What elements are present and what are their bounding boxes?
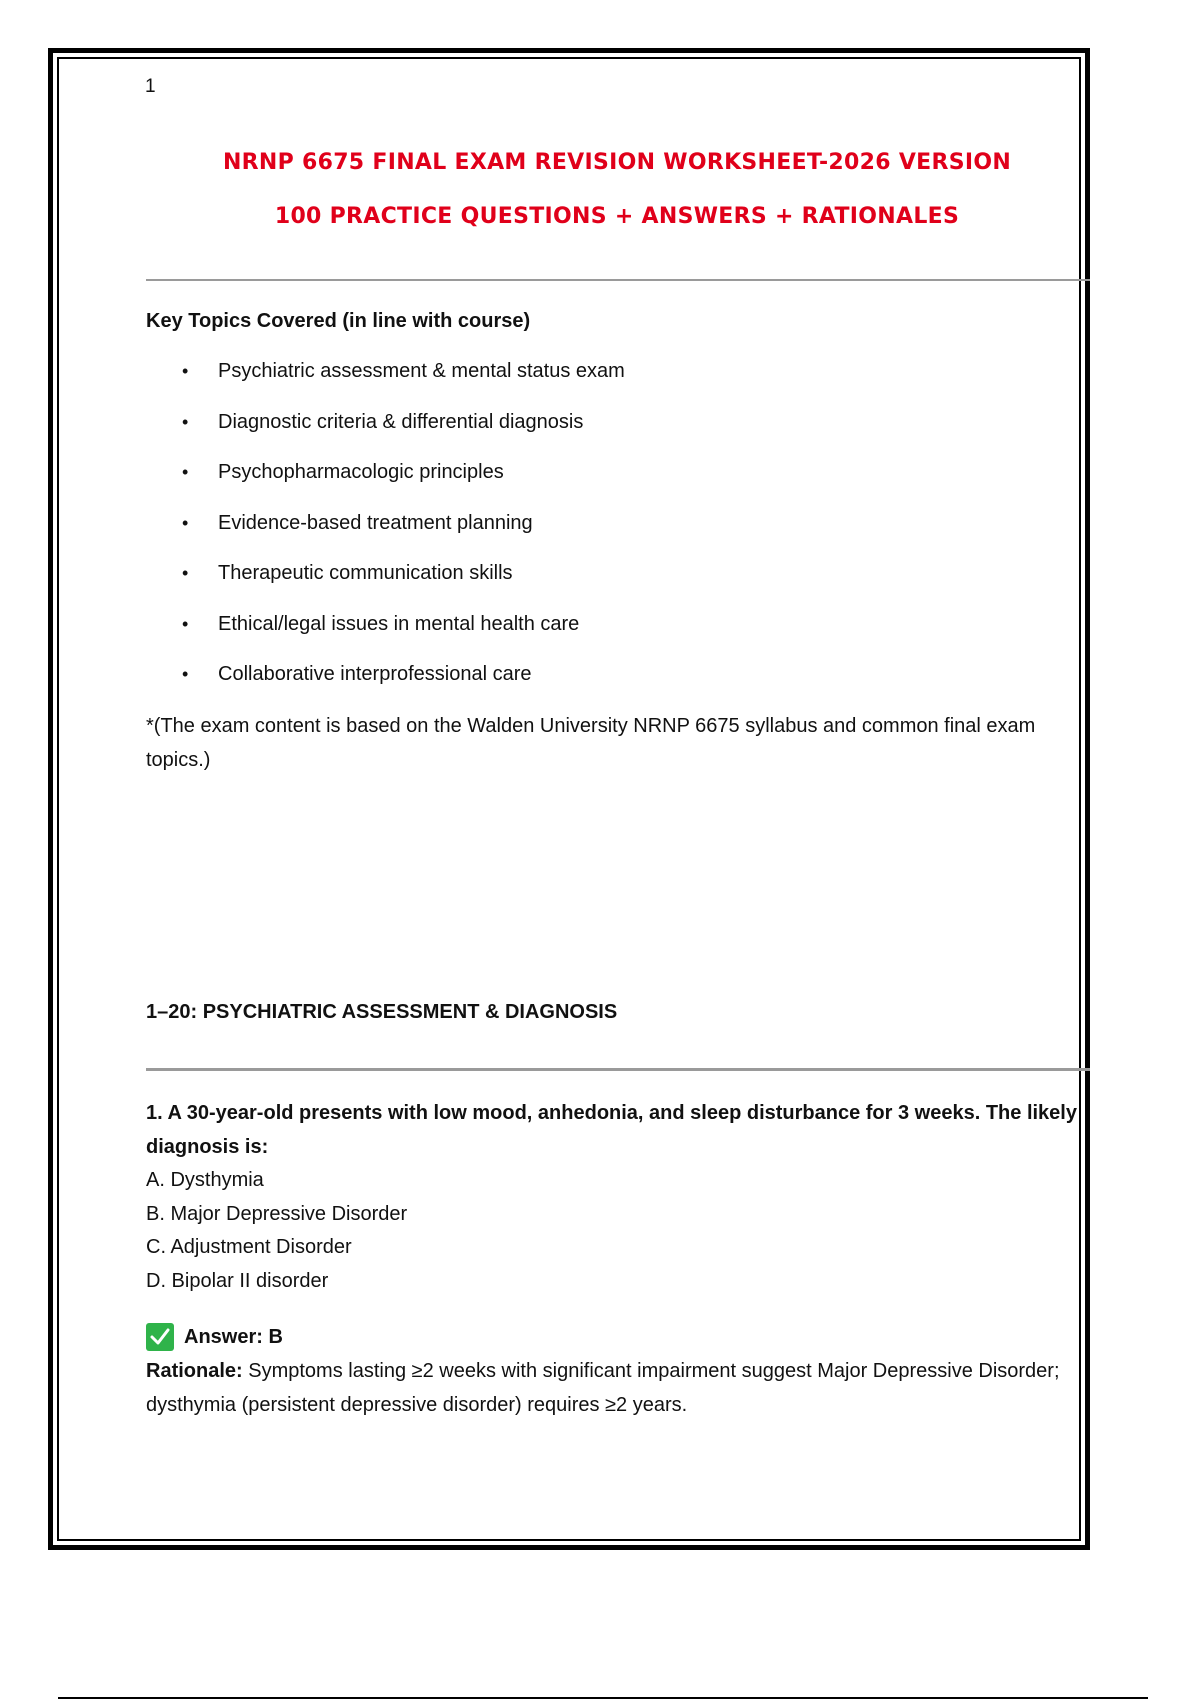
bullet-icon: •	[182, 411, 189, 432]
topic-text: Psychiatric assessment & mental status exam	[218, 360, 625, 382]
option-c: C. Adjustment Disorder	[146, 1236, 352, 1258]
list-item	[146, 353, 625, 404]
topic-text: Ethical/legal issues in mental health care	[218, 612, 580, 635]
option-b: B. Major Depressive Disorder	[146, 1202, 408, 1225]
list-item	[146, 404, 625, 455]
topic-text: Therapeutic communication skills	[218, 562, 513, 584]
answer-text: Answer: B	[184, 1325, 283, 1348]
question-1	[146, 1096, 1086, 1298]
list-item	[146, 454, 625, 505]
topic-text: Collaborative interprofessional care	[218, 663, 532, 685]
page-number: 1	[145, 76, 156, 97]
bullet-icon: •	[182, 664, 189, 684]
section-heading: 1–20: PSYCHIATRIC ASSESSMENT & DIAGNOSIS	[146, 1001, 618, 1023]
check-mark-icon	[146, 1323, 174, 1351]
bullet-icon: •	[182, 462, 189, 482]
list-item	[146, 505, 625, 556]
bullet-icon: •	[182, 512, 189, 533]
divider-top	[146, 279, 1090, 281]
bullet-icon: •	[182, 563, 189, 583]
bullet-icon: •	[182, 613, 189, 634]
topics-list	[146, 353, 625, 707]
topic-text: Evidence-based treatment planning	[218, 511, 533, 534]
rationale	[146, 1354, 1086, 1422]
divider-section	[146, 1068, 1090, 1071]
topic-text: Diagnostic criteria & differential diagnosis	[218, 410, 584, 433]
list-item	[146, 606, 625, 657]
document-subtitle: 100 PRACTICE QUESTIONS + ANSWERS + RATIONALES	[274, 204, 960, 229]
rationale-label: Rationale:	[146, 1360, 243, 1382]
topics-heading: Key Topics Covered (in line with course)	[146, 310, 531, 332]
option-a: A. Dysthymia	[146, 1169, 264, 1191]
page-break-rule	[58, 1697, 1148, 1699]
question-stem: 1. A 30-year-old presents with low mood, anhedonia, and sleep disturbance for 3 weeks. The likely diagnosis is:	[146, 1102, 1077, 1158]
topic-text: Psychopharmacologic principles	[218, 461, 504, 483]
answer-row	[146, 1320, 283, 1354]
list-item	[146, 555, 625, 606]
rationale-text: Symptoms lasting ≥2 weeks with significant impairment suggest Major Depressive Disorder; dysthymia (persistent depressive disorder) requires ≥2 years.	[146, 1360, 1060, 1416]
list-item	[146, 656, 625, 707]
document-title: NRNP 6675 FINAL EXAM REVISION WORKSHEET-2026 VERSION	[222, 150, 1012, 175]
syllabus-note: *(The exam content is based on the Walden University NRNP 6675 syllabus and common final exam topics.)	[146, 715, 1036, 771]
option-d: D. Bipolar II disorder	[146, 1269, 329, 1292]
bullet-icon: •	[182, 361, 189, 381]
